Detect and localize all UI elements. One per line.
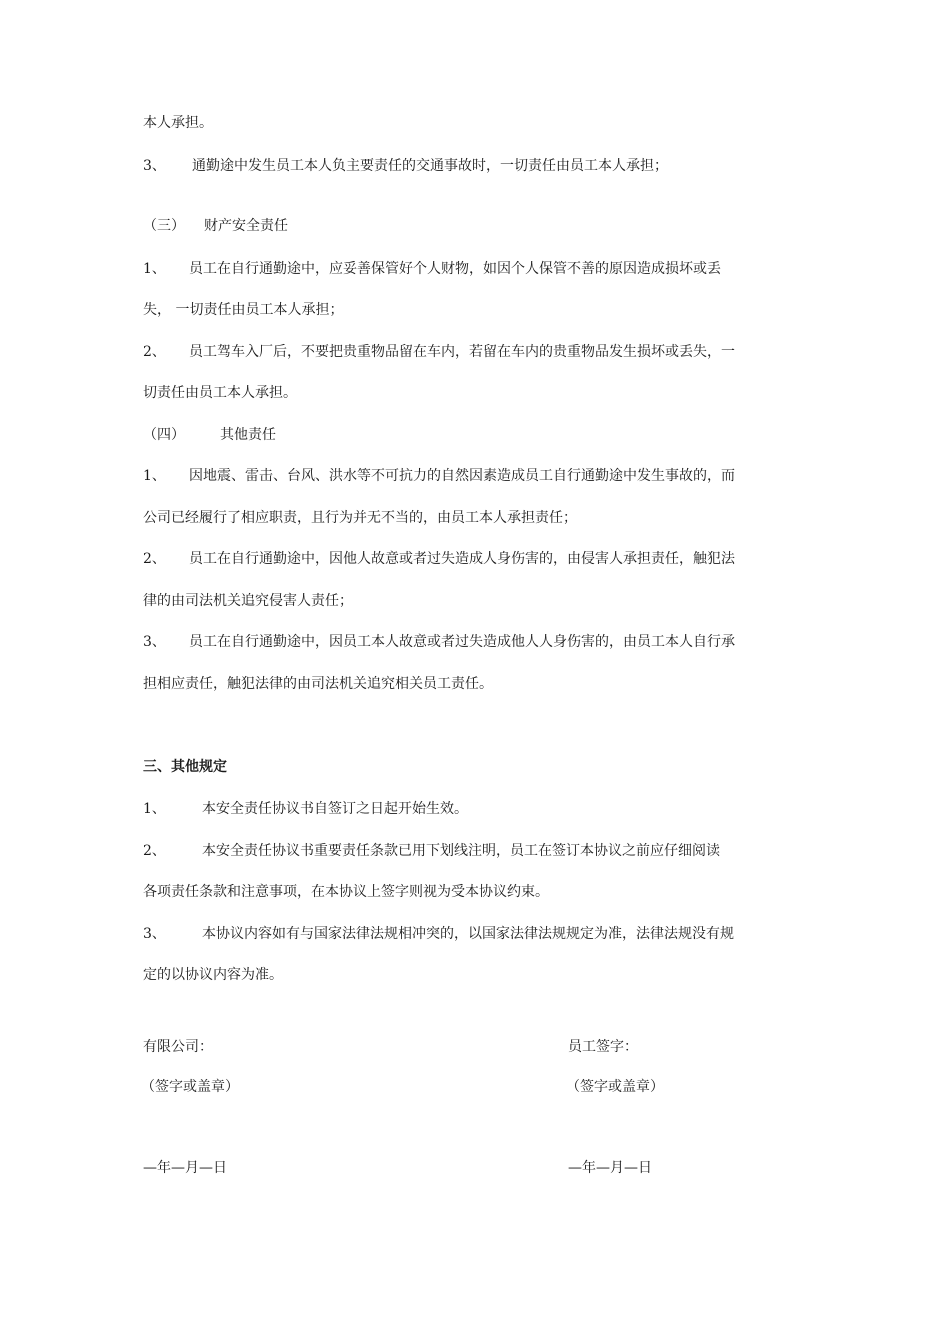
item-text: 员工驾车入厂后，不要把贵重物品留在车内，若留在车内的贵重物品发生损坏或丢失，一 — [189, 344, 735, 360]
property-item-1-line2: 失， 一切责任由员工本人承担； — [143, 302, 344, 318]
item-number: 1、 — [143, 801, 166, 817]
other-item-1-line2: 公司已经履行了相应职责，且行为并无不当的，由员工本人承担责任； — [143, 510, 577, 526]
item-text: 员工在自行通勤途中，应妥善保管好个人财物，如因个人保管不善的原因造成损坏或丢 — [189, 261, 721, 277]
item-text: 员工在自行通勤途中，因他人故意或者过失造成人身伤害的，由侵害人承担责任，触犯法 — [189, 551, 735, 567]
rule-item-3-line2: 定的以协议内容为准。 — [143, 967, 283, 983]
part-label: （四） — [143, 427, 185, 443]
fragment-top: 本人承担。 — [143, 115, 213, 131]
item-number: 1、 — [143, 468, 166, 484]
item-number: 2、 — [143, 344, 166, 360]
employee-signature-note: （签字或盖章） — [566, 1079, 664, 1095]
part-label: （三） — [143, 218, 185, 234]
rule-item-2-line2: 各项责任条款和注意事项，在本协议上签字则视为受本协议约束。 — [143, 884, 549, 900]
other-item-3-line2: 担相应责任，触犯法律的由司法机关追究相关员工责任。 — [143, 676, 493, 692]
item-text: 员工在自行通勤途中，因员工本人故意或者过失造成他人人身伤害的，由员工本人自行承 — [189, 634, 735, 650]
item-text: 因地震、雷击、台风、洪水等不可抗力的自然因素造成员工自行通勤途中发生事故的，而 — [189, 468, 735, 484]
item-number: 3、 — [143, 158, 166, 174]
item-number: 2、 — [143, 843, 166, 859]
other-item-2-line2: 律的由司法机关追究侵害人责任； — [143, 593, 353, 609]
item-text: 通勤途中发生员工本人负主要责任的交通事故时，一切责任由员工本人承担； — [192, 158, 668, 174]
item-number: 1、 — [143, 261, 166, 277]
employee-date: —年—月—日 — [568, 1160, 652, 1176]
item-text: 本安全责任协议书重要责任条款已用下划线注明，员工在签订本协议之前应仔细阅读 — [202, 843, 720, 859]
employee-signature-label: 员工签字： — [568, 1039, 638, 1055]
property-item-2-line2: 切责任由员工本人承担。 — [143, 385, 297, 401]
company-date: —年—月—日 — [143, 1160, 227, 1176]
company-signature-label: 有限公司： — [143, 1039, 213, 1055]
company-signature-note: （签字或盖章） — [141, 1079, 239, 1095]
item-number: 2、 — [143, 551, 166, 567]
item-text: 本安全责任协议书自签订之日起开始生效。 — [202, 801, 468, 817]
section3-heading: 三、其他规定 — [143, 759, 227, 775]
part-title: 其他责任 — [220, 427, 276, 443]
item-number: 3、 — [143, 634, 166, 650]
item-number: 3、 — [143, 926, 166, 942]
item-text: 本协议内容如有与国家法律法规相冲突的，以国家法律法规规定为准，法律法规没有规 — [202, 926, 734, 942]
part-title: 财产安全责任 — [204, 218, 288, 234]
